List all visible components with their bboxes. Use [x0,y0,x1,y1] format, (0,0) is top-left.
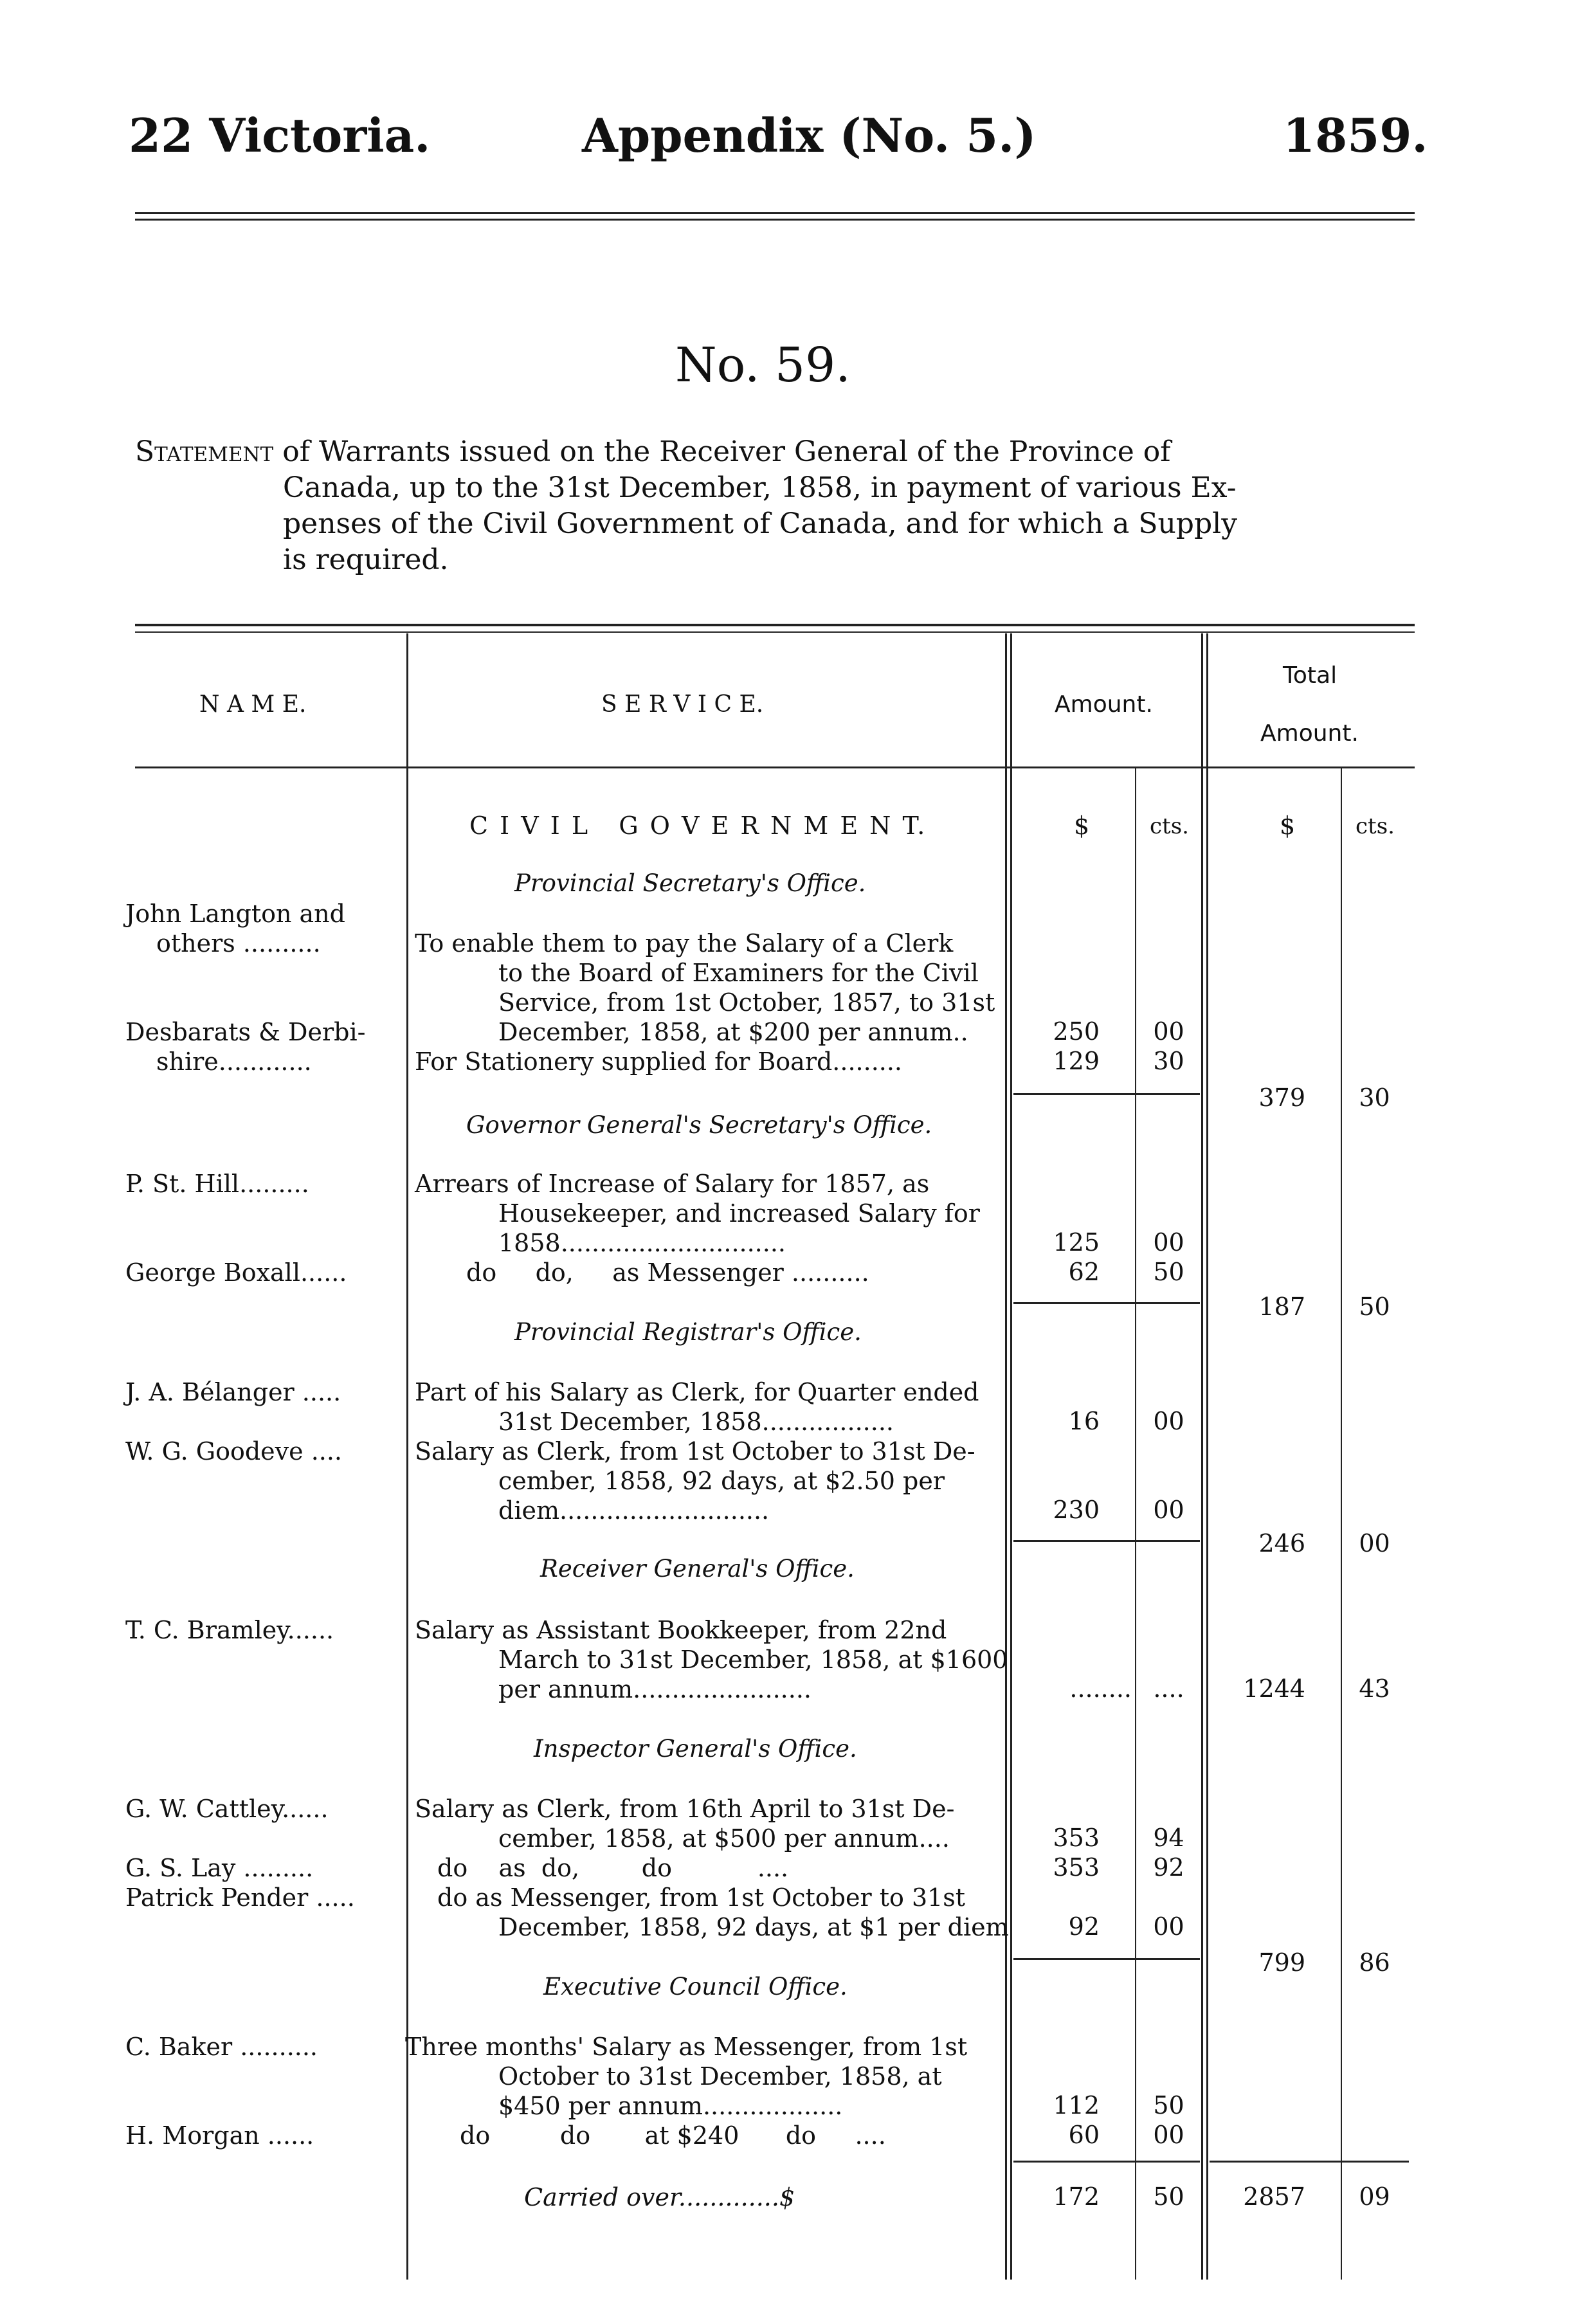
office-inspector-general: Inspector General's Office. [534,1735,857,1763]
service-baker-1: Three months' Salary as Messenger, from 1st [405,2033,968,2061]
name-morgan: H. Morgan ...... [125,2121,314,2150]
amount-baker-cents: 50 [1153,2091,1184,2119]
subtotal-rule-ig [1013,1958,1200,1960]
col-header-name: N A M E. [199,691,307,718]
total-ps-dollars: 379 [1258,1084,1305,1112]
service-bramley-3: per annum....................... [498,1675,812,1703]
amount-morgan-cents: 00 [1153,2121,1184,2149]
session-header: 22 Victoria. [129,108,431,163]
name-desbarats-1: Desbarats & Derbi- [125,1018,366,1046]
service-bramley-1: Salary as Assistant Bookkeeper, from 22nd [415,1616,947,1644]
name-bramley: T. C. Bramley...... [125,1616,334,1644]
col-header-service: S E R V I C E. [601,691,764,718]
amount-morgan-dollars: 60 [1068,2121,1100,2149]
amount-lay-cents: 92 [1153,1853,1184,1882]
statement-line-4: is required. [283,543,449,576]
total-pr-dollars: 246 [1258,1529,1305,1557]
service-langton-2: to the Board of Examiners for the Civil [498,959,979,987]
statement-line-1 [135,437,1171,467]
office-receiver-general: Receiver General's Office. [540,1555,855,1583]
service-desbarats-1: For Stationery supplied for Board......... [415,1048,903,1076]
amount-desbarats-dollars: 129 [1053,1047,1100,1075]
service-hill-3: 1858............................. [498,1229,786,1257]
office-provincial-secretary: Provincial Secretary's Office. [514,869,866,897]
name-lay: G. S. Lay ......... [125,1854,314,1882]
service-hill-2: Housekeeper, and increased Salary for [498,1199,980,1228]
total-gg-dollars: 187 [1258,1293,1305,1321]
amount-pender-cents: 00 [1153,1912,1184,1941]
amount-baker-dollars: 112 [1053,2091,1100,2119]
total-pr-cents: 00 [1359,1529,1390,1557]
total-dollar-sign: $ [1280,812,1296,840]
amount-belanger-dollars: 16 [1068,1407,1100,1435]
appendix-header: Appendix (No. 5.) [582,108,1037,163]
table-top-rule-2 [135,631,1415,633]
col-rule-service-2 [1010,633,1012,2280]
col-rule-amount-cents [1135,768,1136,2280]
total-cents-label: cts. [1356,813,1395,839]
year-header: 1859. [1283,108,1428,163]
amount-dollar-sign: $ [1074,812,1090,840]
col-rule-amount-2 [1206,633,1208,2280]
table-header-rule [135,766,1415,768]
service-boxall-1: do do, as Messenger .......... [466,1258,869,1287]
amount-hill-dollars: 125 [1053,1228,1100,1256]
name-boxall: George Boxall...... [125,1258,347,1287]
statement-line-3: penses of the Civil Government of Canada, and for which a Supply [283,507,1238,540]
carried-amount-cents: 50 [1153,2182,1184,2211]
service-pender-1: do as Messenger, from 1st October to 31st [437,1883,966,1912]
amount-langton-cents: 00 [1153,1017,1184,1046]
statement-lead: Statement [135,435,274,468]
total-ig-dollars: 799 [1258,1948,1305,1977]
col-header-total-1: Total [1283,662,1338,689]
carried-amount-dollars: 172 [1053,2182,1100,2211]
carried-total-dollars: 2857 [1243,2182,1305,2211]
amount-goodeve-cents: 00 [1153,1496,1184,1524]
name-langton-1: John Langton and [125,900,345,928]
name-langton-2: others .......... [156,929,321,957]
statement-line-2: Canada, up to the 31st December, 1858, in payment of various Ex- [283,471,1237,504]
amount-bramley-dollars: ........ [1069,1674,1132,1703]
header-rule-1 [135,212,1415,214]
total-bramley-dollars: 1244 [1243,1674,1305,1703]
amount-cattley-dollars: 353 [1053,1824,1100,1852]
amount-boxall-cents: 50 [1153,1258,1184,1286]
service-langton-3: Service, from 1st October, 1857, to 31st [498,988,995,1017]
service-langton-4: December, 1858, at $200 per annum.. [498,1018,968,1046]
service-goodeve-1: Salary as Clerk, from 1st October to 31st De- [415,1437,975,1465]
amount-belanger-cents: 00 [1153,1407,1184,1435]
office-executive-council: Executive Council Office. [543,1973,848,2000]
carried-rule-total [1210,2161,1409,2163]
amount-lay-dollars: 353 [1053,1853,1100,1882]
office-governor-general: Governor General's Secretary's Office. [466,1111,932,1139]
col-rule-service-1 [1005,633,1007,2280]
name-pender: Patrick Pender ..... [125,1883,355,1912]
table-top-rule-1 [135,624,1415,626]
header-rule-2 [135,219,1415,221]
service-langton-1: To enable them to pay the Salary of a Clerk [415,929,954,957]
total-ps-cents: 30 [1359,1084,1390,1112]
service-belanger-1: Part of his Salary as Clerk, for Quarter ended [415,1378,979,1406]
service-baker-3: $450 per annum.................. [498,2092,843,2120]
statement-text-1: of Warrants issued on the Receiver General of the Province of [282,435,1171,468]
service-goodeve-3: diem........................... [498,1496,770,1525]
amount-cattley-cents: 94 [1153,1824,1184,1852]
col-rule-amount-1 [1201,633,1203,2280]
total-ig-cents: 86 [1359,1948,1390,1977]
amount-boxall-dollars: 62 [1068,1258,1100,1286]
name-goodeve: W. G. Goodeve .... [125,1437,343,1465]
total-gg-cents: 50 [1359,1293,1390,1321]
amount-goodeve-dollars: 230 [1053,1496,1100,1524]
name-belanger: J. A. Bélanger ..... [125,1378,341,1406]
subtotal-rule-ps [1013,1093,1200,1095]
name-cattley: G. W. Cattley...... [125,1795,329,1823]
service-goodeve-2: cember, 1858, 92 days, at $2.50 per [498,1467,945,1495]
service-lay-1: do as do, do .... [437,1854,789,1882]
service-pender-2: December, 1858, 92 days, at $1 per diem [498,1913,1009,1941]
col-header-total-2: Amount. [1260,720,1359,747]
office-provincial-registrar: Provincial Registrar's Office. [514,1318,862,1346]
amount-pender-dollars: 92 [1068,1912,1100,1941]
service-bramley-2: March to 31st December, 1858, at $1600 [498,1646,1008,1674]
subtotal-rule-gg [1013,1302,1200,1304]
service-baker-2: October to 31st December, 1858, at [498,2062,942,2091]
amount-cents-label: cts. [1150,813,1189,839]
service-cattley-2: cember, 1858, at $500 per annum.... [498,1824,950,1853]
col-header-amount: Amount. [1055,691,1153,718]
doc-number: No. 59. [675,338,851,393]
service-morgan-1: do do at $240 do .... [460,2121,886,2150]
subtotal-rule-pr [1013,1540,1200,1542]
amount-hill-cents: 00 [1153,1228,1184,1256]
total-bramley-cents: 43 [1359,1674,1390,1703]
name-baker: C. Baker .......... [125,2033,318,2061]
service-cattley-1: Salary as Clerk, from 16th April to 31st De- [415,1795,955,1823]
carried-over-label: Carried over.............$ [524,2183,795,2211]
amount-langton-dollars: 250 [1053,1017,1100,1046]
amount-bramley-cents: .... [1153,1674,1184,1703]
col-rule-total-cents [1341,768,1342,2280]
carried-rule-amount [1013,2161,1200,2163]
amount-desbarats-cents: 30 [1153,1047,1184,1075]
name-desbarats-2: shire............ [156,1048,312,1076]
service-hill-1: Arrears of Increase of Salary for 1857, as [415,1170,930,1198]
service-belanger-2: 31st December, 1858................. [498,1408,894,1436]
name-hill: P. St. Hill......... [125,1170,309,1198]
section-heading: C I V I L G O V E R N M E N T. [469,812,927,840]
carried-total-cents: 09 [1359,2182,1390,2211]
